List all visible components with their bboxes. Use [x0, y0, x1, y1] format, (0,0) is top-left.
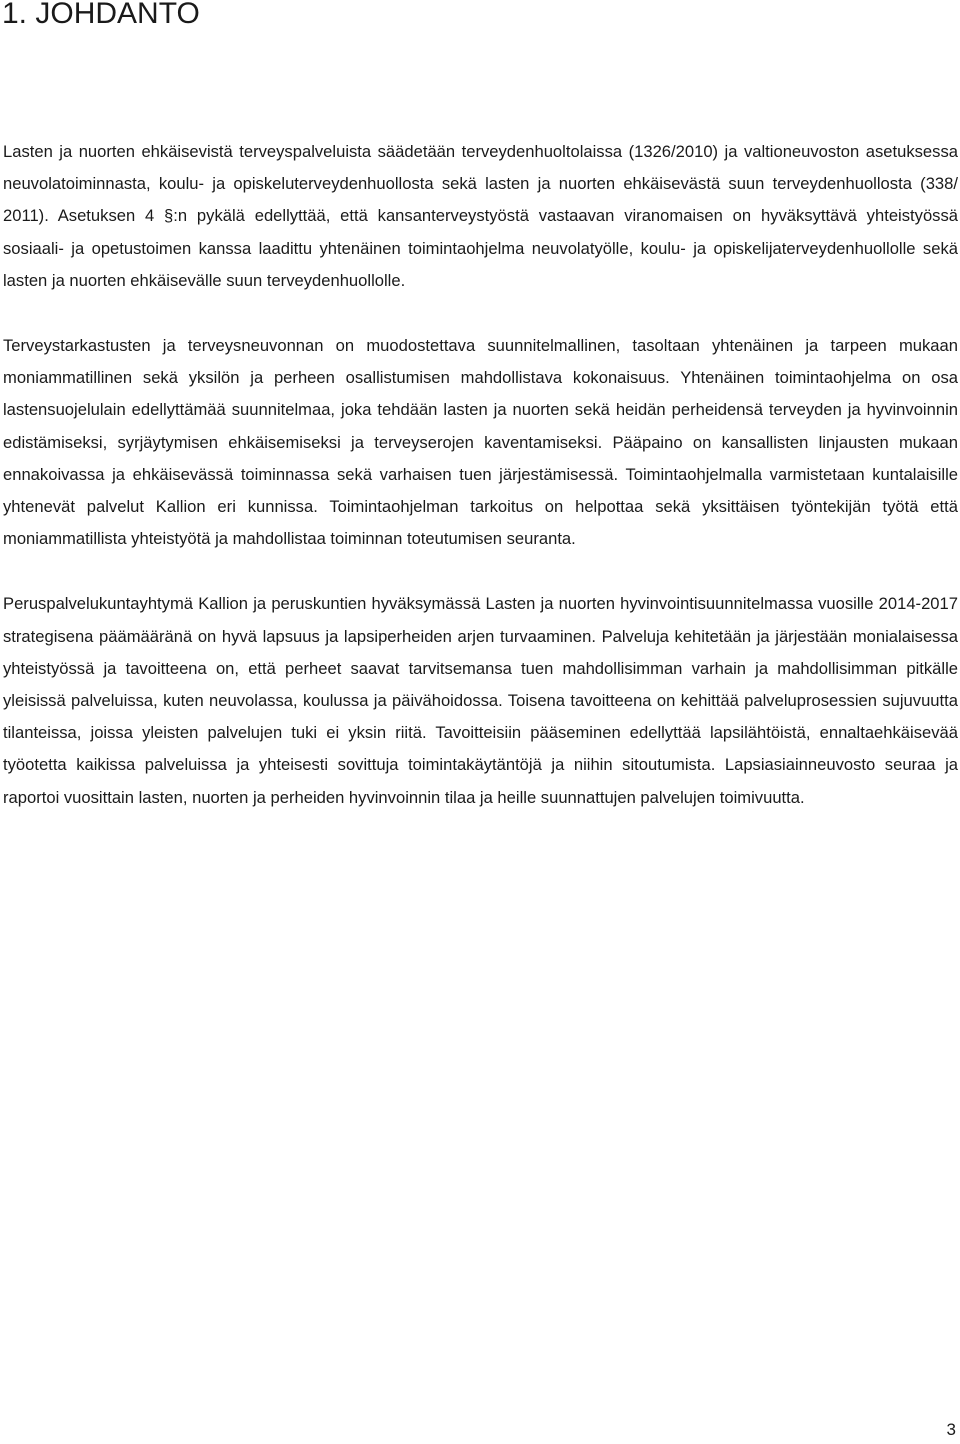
section-heading: 1. JOHDANTO	[2, 0, 200, 30]
paragraph-welfare-plan: Peruspalvelukuntayhtymä Kallion ja peruskuntien hyväksymässä Lasten ja nuorten hyvinvointisuunnitelmassa vuosille 2014-2017 strategisena päämääränä on hyvä lapsuus ja lapsiperheiden arjen turvaaminen. Palveluja kehitetään ja järjestään monialaisessa yhteistyössä ja tavoitteena on, että perheet saavat tarvitsemansa tuen mahdollisimman varhain ja mahdollisimman pitkälle yleisissä palveluissa, kuten neuvolassa, koulussa ja päivähoidossa. Toisena tavoitteena on kehittää palveluprosessien sujuvuutta tilanteissa, joissa yleisten palvelujen tuki ei yksin riitä. Tavoitteisiin pääseminen edellyttää lapsilähtöistä, ennaltaehkäisevää työotetta kaikissa palveluissa ja yhteisesti sovittuja toimintakäytäntöjä ja niihin sitoutumista. Lapsiasiainneuvosto seuraa ja raportoi vuosittain lasten, nuorten ja perheiden hyvinvoinnin tilaa ja heille suunnattujen palvelujen toimivuutta.	[3, 594, 958, 807]
paragraph-health-checks: Terveystarkastusten ja terveysneuvonnan on muodostettava suunnitelmallinen, tasoltaan yhtenäinen ja tarpeen mukaan moniammatillinen sekä yksilön ja perheen osallistumisen mahdollistava kokonaisuus. Yhtenäinen toimintaohjelma on osa lastensuojelulain edellyttämää suunnitelmaa, joka tehdään lasten ja nuorten sekä heidän perheidensä terveyden ja hyvinvoinnin edistämiseksi, syrjäytymisen ehkäisemiseksi ja terveyserojen kaventamiseksi. Pääpaino on kansallisten linjausten mukaan ennakoivassa ja ehkäisevässä toiminnassa sekä varhaisen tuen järjestämisessä. Toimintaohjelmalla varmistetaan kuntalaisille yhtenevät palvelut Kallion eri kunnissa. Toimintaohjelman tarkoitus on helpottaa sekä yksittäisen työntekijän työtä että moniammatillista yhteistyötä ja mahdollistaa toiminnan toteutumisen seuranta.	[3, 336, 958, 549]
paragraph-legislation: Lasten ja nuorten ehkäisevistä terveyspalveluista säädetään terveydenhuoltolaissa (1326/2010) ja valtioneuvoston asetuksessa neuvolatoiminnasta, koulu- ja opiskeluterveydenhuollosta sekä lasten ja nuorten ehkäisevästä suun terveydenhuollosta (338/ 2011). Asetuksen 4 §:n pykälä edellyttää, että kansanterveystyöstä vastaavan viranomaisen on hyväksyttävä yhteistyössä sosiaali- ja opetustoimen kanssa laadittu yhtenäinen toimintaohjelma neuvolatyölle, koulu- ja opiskelijaterveydenhuollolle sekä lasten ja nuorten ehkäisevälle suun terveydenhuollolle.	[3, 142, 958, 290]
page-number: 3	[946, 1420, 956, 1439]
body-text	[3, 136, 958, 847]
